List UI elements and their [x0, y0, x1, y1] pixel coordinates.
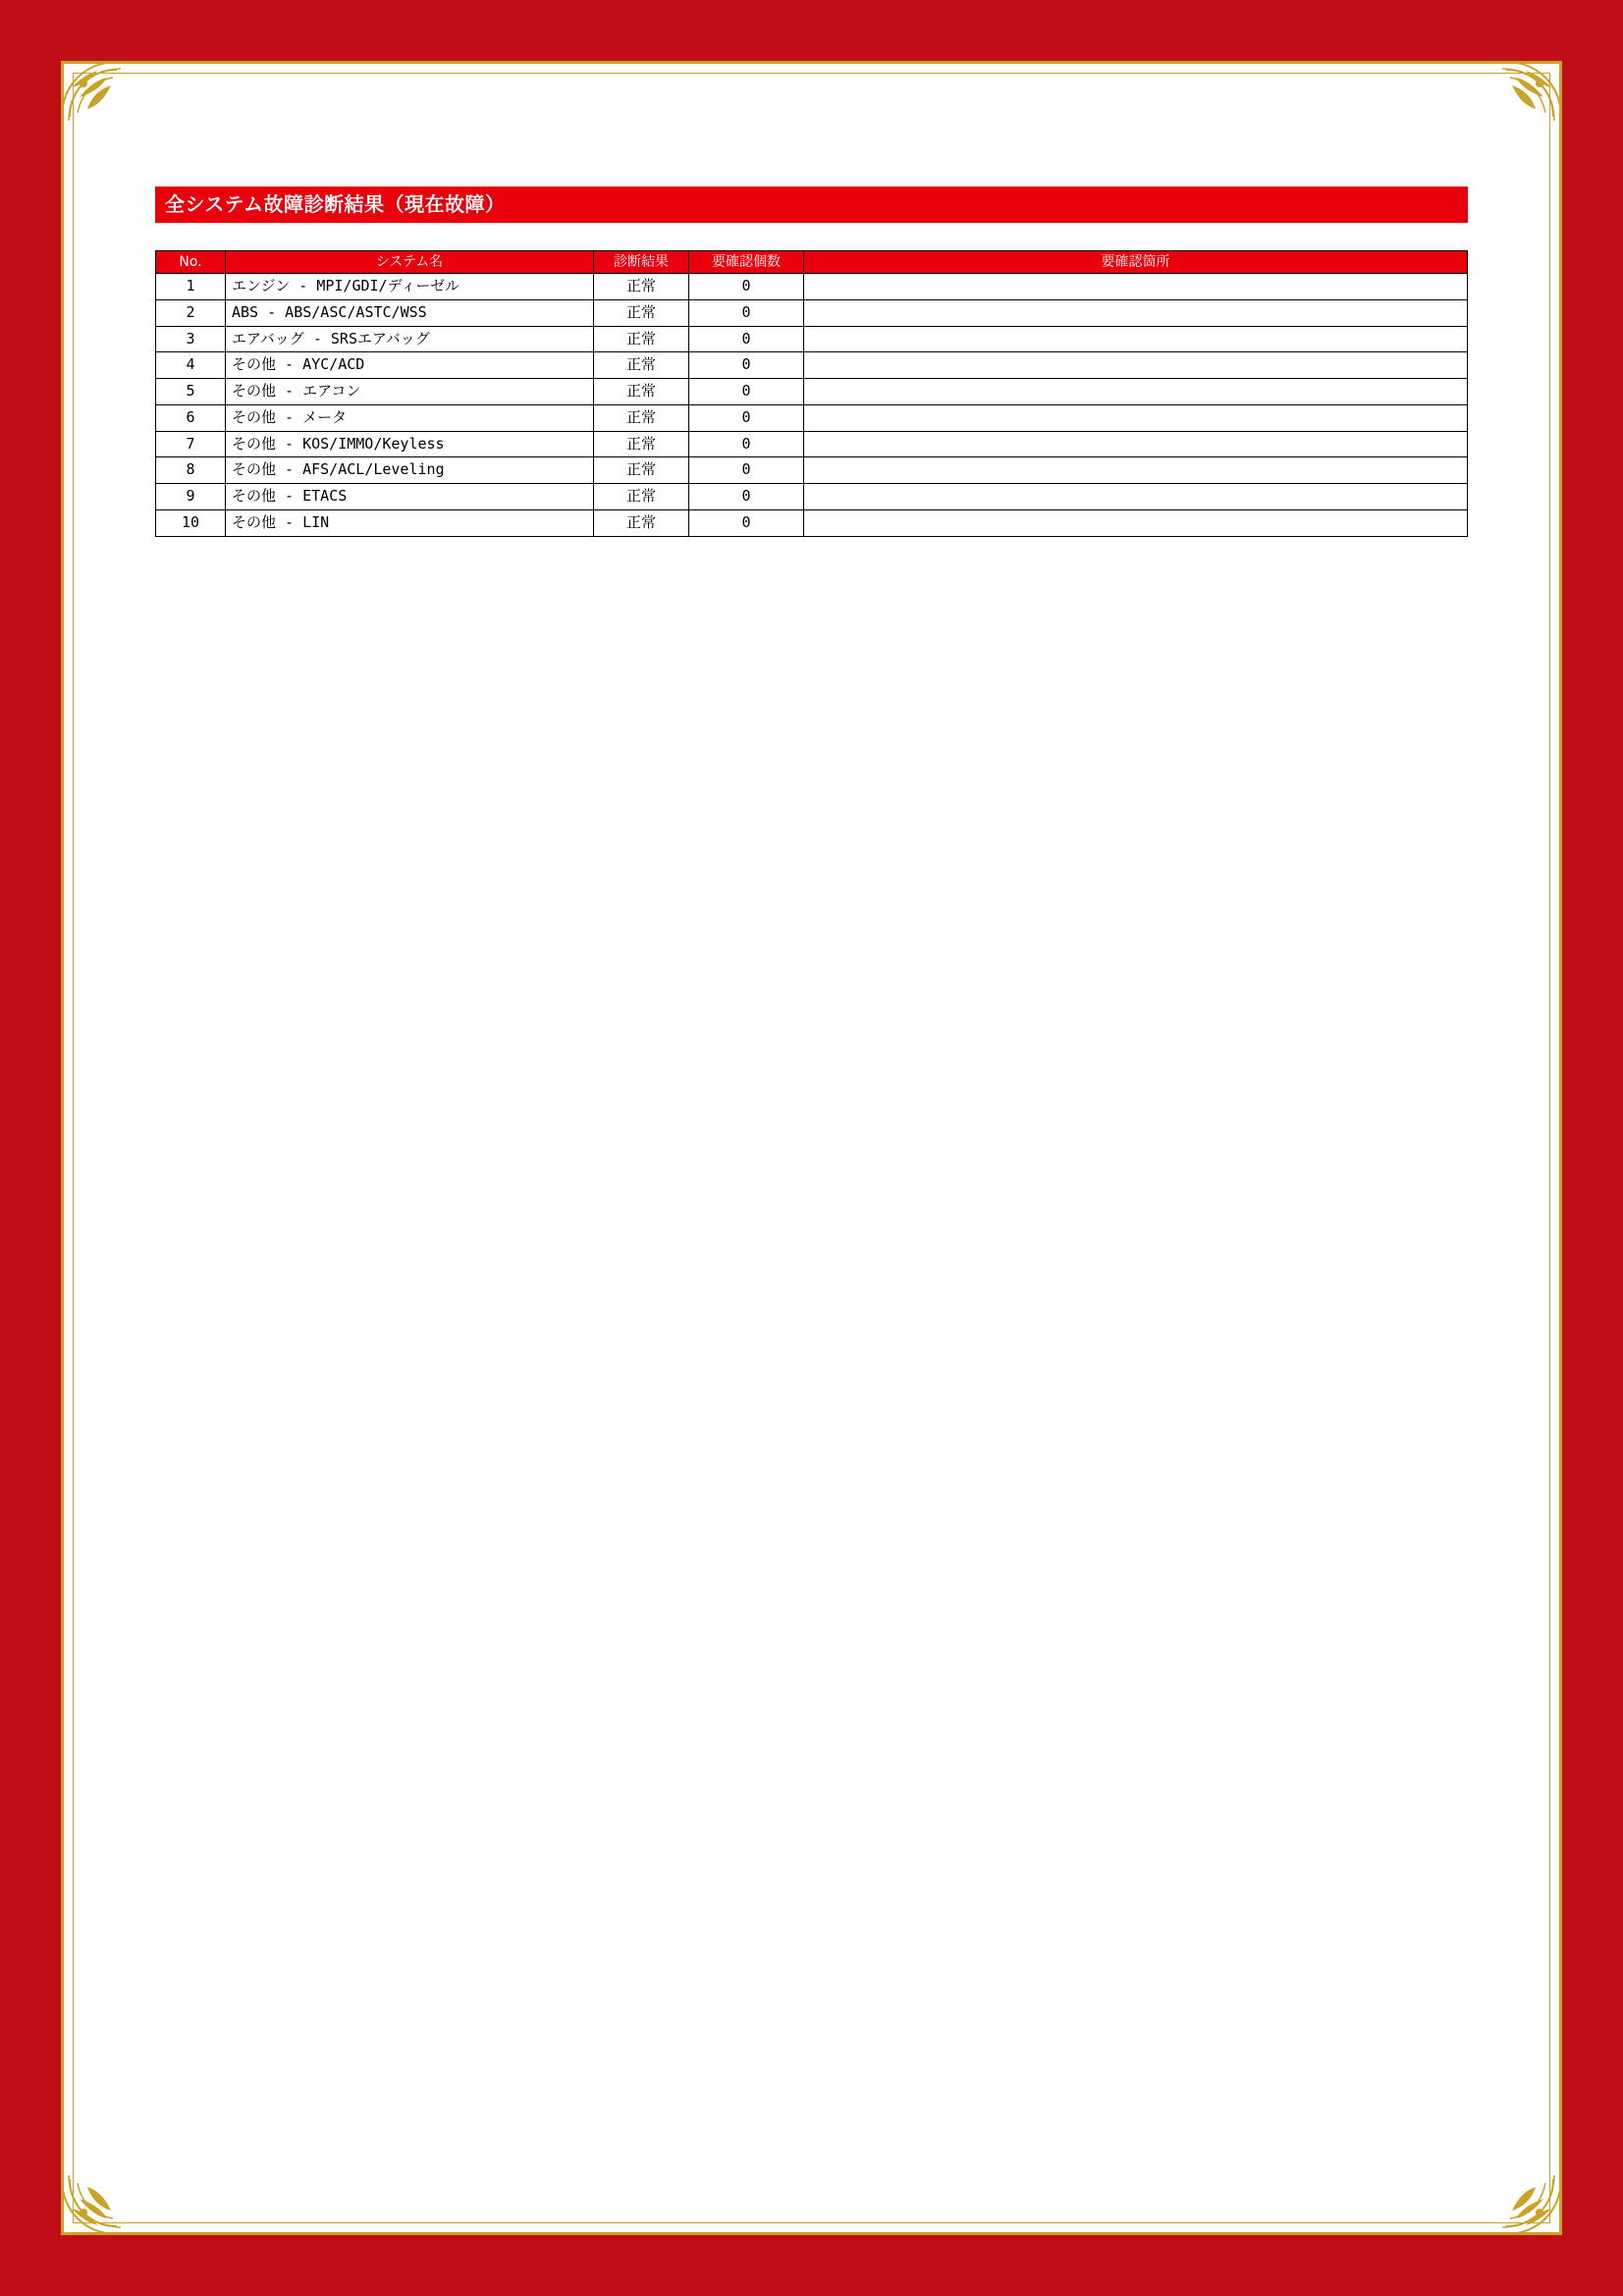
cell-no: 7 [156, 431, 226, 457]
column-header-note: 要確認箇所 [804, 251, 1468, 274]
column-header-result: 診断結果 [594, 251, 689, 274]
cell-note [804, 299, 1468, 326]
certificate-page [61, 61, 1562, 2235]
report-content [155, 187, 1468, 537]
cell-note [804, 509, 1468, 536]
cell-result: 正常 [594, 352, 689, 379]
cell-count: 0 [689, 379, 804, 405]
cell-note [804, 379, 1468, 405]
cell-result: 正常 [594, 299, 689, 326]
column-header-system: システム名 [226, 251, 594, 274]
table-row [156, 509, 1468, 536]
table-row [156, 457, 1468, 484]
cell-result: 正常 [594, 457, 689, 484]
cell-result: 正常 [594, 431, 689, 457]
corner-ornament-icon [58, 58, 172, 172]
table-row [156, 326, 1468, 352]
cell-count: 0 [689, 457, 804, 484]
cell-no: 10 [156, 509, 226, 536]
cell-no: 9 [156, 484, 226, 510]
cell-note [804, 484, 1468, 510]
cell-note [804, 274, 1468, 300]
cell-note [804, 352, 1468, 379]
cell-system: その他 - AYC/ACD [226, 352, 594, 379]
cell-system: その他 - AFS/ACL/Leveling [226, 457, 594, 484]
table-header-row [156, 251, 1468, 274]
cell-no: 6 [156, 404, 226, 431]
table-row [156, 404, 1468, 431]
cell-result: 正常 [594, 379, 689, 405]
diagnostic-results-table [155, 250, 1468, 537]
cell-note [804, 457, 1468, 484]
cell-system: その他 - メータ [226, 404, 594, 431]
cell-result: 正常 [594, 484, 689, 510]
cell-note [804, 404, 1468, 431]
column-header-no: No. [156, 251, 226, 274]
cell-count: 0 [689, 484, 804, 510]
cell-result: 正常 [594, 326, 689, 352]
cell-no: 1 [156, 274, 226, 300]
column-header-count: 要確認個数 [689, 251, 804, 274]
table-row [156, 299, 1468, 326]
cell-system: その他 - KOS/IMMO/Keyless [226, 431, 594, 457]
cell-note [804, 326, 1468, 352]
cell-result: 正常 [594, 404, 689, 431]
corner-ornament-icon [1451, 58, 1565, 172]
cell-count: 0 [689, 352, 804, 379]
table-row [156, 484, 1468, 510]
cell-no: 2 [156, 299, 226, 326]
corner-ornament-icon [58, 2124, 172, 2238]
cell-count: 0 [689, 326, 804, 352]
table-row [156, 431, 1468, 457]
cell-no: 5 [156, 379, 226, 405]
table-row [156, 274, 1468, 300]
cell-system: ABS - ABS/ASC/ASTC/WSS [226, 299, 594, 326]
cell-system: エアバッグ - SRSエアバッグ [226, 326, 594, 352]
cell-count: 0 [689, 404, 804, 431]
cell-result: 正常 [594, 274, 689, 300]
cell-no: 4 [156, 352, 226, 379]
cell-system: その他 - LIN [226, 509, 594, 536]
cell-no: 3 [156, 326, 226, 352]
cell-system: その他 - エアコン [226, 379, 594, 405]
cell-count: 0 [689, 431, 804, 457]
table-row [156, 352, 1468, 379]
corner-ornament-icon [1451, 2124, 1565, 2238]
page-title: 全システム故障診断結果（現在故障） [155, 187, 1468, 223]
cell-system: エンジン - MPI/GDI/ディーゼル [226, 274, 594, 300]
cell-count: 0 [689, 299, 804, 326]
table-body [156, 274, 1468, 537]
cell-system: その他 - ETACS [226, 484, 594, 510]
cell-count: 0 [689, 274, 804, 300]
cell-result: 正常 [594, 509, 689, 536]
cell-no: 8 [156, 457, 226, 484]
cell-count: 0 [689, 509, 804, 536]
cell-note [804, 431, 1468, 457]
table-row [156, 379, 1468, 405]
